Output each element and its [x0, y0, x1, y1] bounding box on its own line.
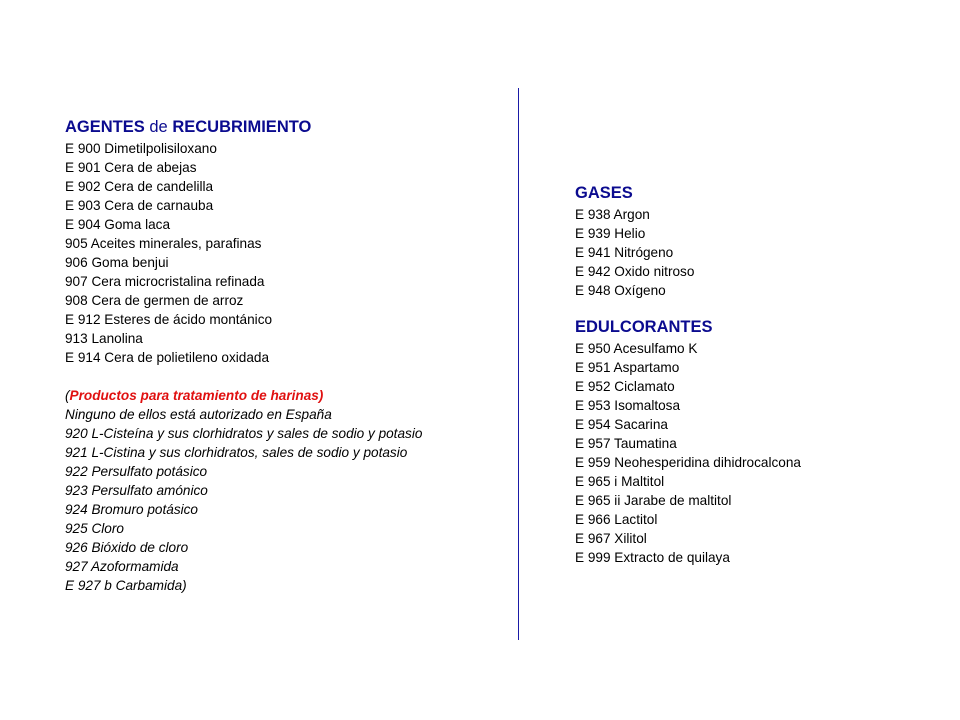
list-item: 905 Aceites minerales, parafinas	[65, 236, 262, 251]
list-item: 907 Cera microcristalina refinada	[65, 274, 265, 289]
list-item: 924 Bromuro potásico	[65, 502, 198, 517]
spacer	[65, 367, 505, 386]
spacer	[575, 300, 935, 316]
list-item: E 939 Helio	[575, 226, 646, 241]
list-item: 920 L-Cisteína y sus clorhidratos y sales de sodio y potasio	[65, 426, 423, 441]
list-item: E 900 Dimetilpolisiloxano	[65, 141, 217, 156]
list-item: E 914 Cera de polietileno oxidada	[65, 350, 270, 365]
list-item: 925 Cloro	[65, 521, 124, 536]
list-item: E 967 Xilitol	[575, 531, 647, 546]
list-item: 922 Persulfato potásico	[65, 464, 208, 479]
list-item: E 948 Oxígeno	[575, 283, 666, 298]
list-item: Ninguno de ellos está autorizado en España	[65, 407, 332, 422]
list-item: E 901 Cera de abejas	[65, 160, 197, 175]
flour-treatment-list	[65, 405, 505, 595]
list-item: E 938 Argon	[575, 207, 650, 222]
list-item: E 999 Extracto de quilaya	[575, 550, 730, 565]
gases-heading: GASES	[575, 184, 633, 202]
coating-agents-section	[65, 116, 505, 595]
list-item: 908 Cera de germen de arroz	[65, 293, 244, 308]
coating-agents-heading: AGENTES de RECUBRIMIENTO	[65, 118, 312, 136]
list-item: E 965 i Maltitol	[575, 474, 665, 489]
list-item: E 927 b Carbamida)	[65, 578, 187, 593]
list-item: E 903 Cera de carnauba	[65, 198, 214, 213]
flour-treatment-title: (Productos para tratamiento de harinas)	[65, 388, 324, 403]
sweeteners-section	[575, 316, 935, 567]
sweeteners-heading: EDULCORANTES	[575, 318, 713, 336]
list-item: E 952 Ciclamato	[575, 379, 675, 394]
list-item: E 950 Acesulfamo K	[575, 341, 698, 356]
column-divider	[518, 88, 519, 640]
list-item: E 904 Goma laca	[65, 217, 171, 232]
list-item: E 954 Sacarina	[575, 417, 668, 432]
list-item: E 951 Aspartamo	[575, 360, 680, 375]
gases-section	[575, 182, 935, 300]
list-item: 906 Goma benjui	[65, 255, 169, 270]
list-item: E 953 Isomaltosa	[575, 398, 681, 413]
list-item: 923 Persulfato amónico	[65, 483, 208, 498]
coating-agents-list	[65, 139, 505, 367]
list-item: E 912 Esteres de ácido montánico	[65, 312, 273, 327]
list-item: 926 Bióxido de cloro	[65, 540, 189, 555]
list-item: 913 Lanolina	[65, 331, 143, 346]
list-item: E 959 Neohesperidina dihidrocalcona	[575, 455, 801, 470]
list-item: 921 L-Cistina y sus clorhidratos, sales de sodio y potasio	[65, 445, 408, 460]
list-item: E 957 Taumatina	[575, 436, 677, 451]
list-item: 927 Azoformamida	[65, 559, 179, 574]
right-column	[575, 182, 935, 567]
list-item: E 965 ii Jarabe de maltitol	[575, 493, 732, 508]
list-item: E 902 Cera de candelilla	[65, 179, 214, 194]
list-item: E 966 Lactitol	[575, 512, 658, 527]
list-item: E 941 Nitrógeno	[575, 245, 674, 260]
list-item: E 942 Oxido nitroso	[575, 264, 695, 279]
